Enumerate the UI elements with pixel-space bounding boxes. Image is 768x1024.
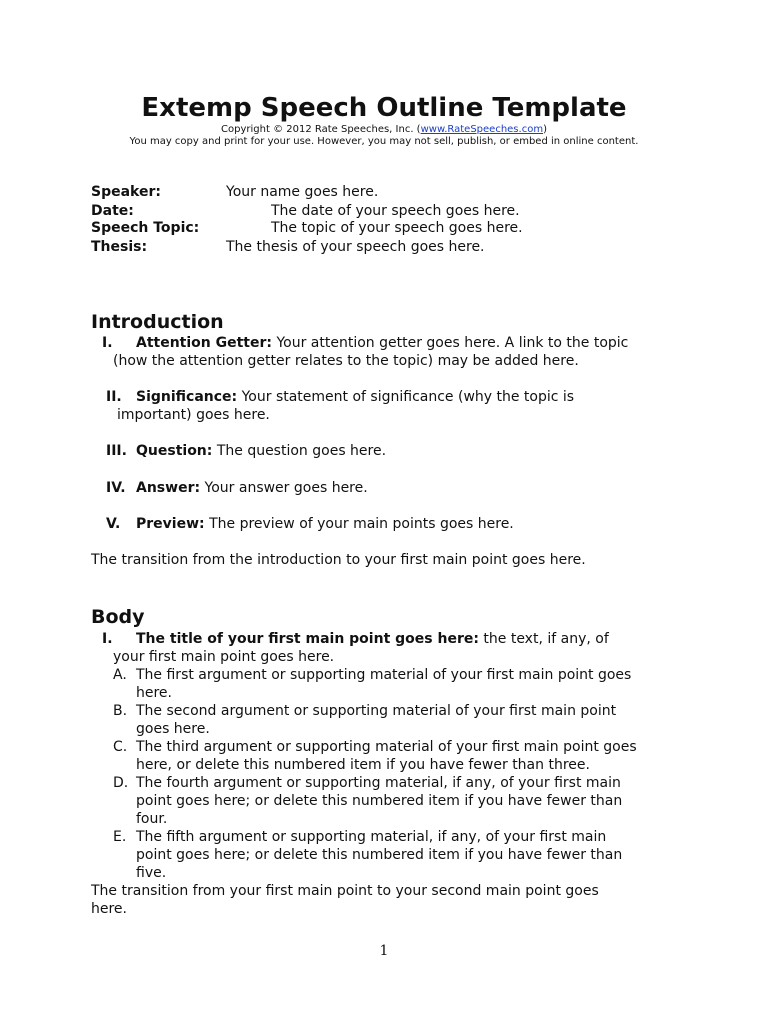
body-main-point-line-1 xyxy=(136,630,609,648)
subpoint-a-line-1: The first argument or supporting material of your first main point goes xyxy=(136,667,632,683)
date-label: Date: xyxy=(91,203,134,219)
introduction-heading: Introduction xyxy=(91,311,224,333)
intro-item-5-text: The preview of your main points goes here. xyxy=(204,516,514,532)
speaker-label: Speaker: xyxy=(91,184,161,200)
intro-item-2-label: Significance: xyxy=(136,389,238,405)
intro-item-2-text: Your statement of significance (why the topic is xyxy=(237,389,575,405)
subpoint-a-line-2: here. xyxy=(136,685,172,701)
intro-item-3-label: Question: xyxy=(136,443,213,459)
intro-numeral-2: II. xyxy=(106,389,122,405)
copyright-prefix: Copyright © 2012 Rate Speeches, Inc. ( xyxy=(221,124,421,135)
thesis-value: The thesis of your speech goes here. xyxy=(226,239,485,255)
copyright-suffix: ) xyxy=(543,124,547,135)
intro-transition: The transition from the introduction to your first main point goes here. xyxy=(91,552,586,568)
intro-numeral-3: III. xyxy=(106,443,127,459)
copyright-note: You may copy and print for your use. However, you may not sell, publish, or embed in online content. xyxy=(129,136,639,147)
copyright-link[interactable]: www.RateSpeeches.com xyxy=(420,124,544,135)
intro-item-5-line-1 xyxy=(136,515,514,533)
body-heading: Body xyxy=(91,606,145,628)
subpoint-a-letter: A. xyxy=(113,667,127,683)
subpoint-e-letter: E. xyxy=(113,829,127,845)
topic-label: Speech Topic: xyxy=(91,220,200,236)
document-title: Extemp Speech Outline Template xyxy=(141,93,627,123)
subpoint-d-line-1: The fourth argument or supporting material, if any, of your first main xyxy=(136,775,621,791)
intro-item-2-line-2: important) goes here. xyxy=(117,407,270,423)
intro-item-5-label: Preview: xyxy=(136,516,205,532)
body-transition-line-2: here. xyxy=(91,901,127,917)
body-numeral-1: I. xyxy=(102,631,113,647)
intro-item-3-line-1 xyxy=(136,442,386,460)
body-main-point-line-2: your first main point goes here. xyxy=(113,649,335,665)
intro-item-4-label: Answer: xyxy=(136,480,201,496)
subpoint-e-line-1: The fifth argument or supporting material, if any, of your first main xyxy=(136,829,607,845)
intro-numeral-1: I. xyxy=(102,335,113,351)
body-main-point-label: The title of your first main point goes here: xyxy=(136,631,479,647)
intro-numeral-5: V. xyxy=(106,516,121,532)
intro-item-1-text: Your attention getter goes here. A link to the topic xyxy=(272,335,629,351)
subpoint-d-line-3: four. xyxy=(136,811,168,827)
intro-item-1-label: Attention Getter: xyxy=(136,335,273,351)
intro-item-1-line-1 xyxy=(136,334,628,352)
subpoint-d-line-2: point goes here; or delete this numbered item if you have fewer than xyxy=(136,793,623,809)
intro-item-2-line-1 xyxy=(136,388,574,406)
body-main-point-text: the text, if any, of xyxy=(478,631,609,647)
body-transition-line-1: The transition from your first main point to your second main point goes xyxy=(91,883,599,899)
subpoint-b-letter: B. xyxy=(113,703,128,719)
thesis-label: Thesis: xyxy=(91,239,148,255)
intro-numeral-4: IV. xyxy=(106,480,126,496)
page-number: 1 xyxy=(379,943,389,959)
subpoint-c-line-1: The third argument or supporting material of your first main point goes xyxy=(136,739,637,755)
intro-item-4-text: Your answer goes here. xyxy=(200,480,368,496)
subpoint-e-line-2: point goes here; or delete this numbered item if you have fewer than xyxy=(136,847,623,863)
intro-item-1-line-2: (how the attention getter relates to the topic) may be added here. xyxy=(113,353,579,369)
subpoint-b-line-1: The second argument or supporting material of your first main point xyxy=(136,703,617,719)
subpoint-c-letter: C. xyxy=(113,739,128,755)
intro-item-4-line-1 xyxy=(136,479,368,497)
speaker-value: Your name goes here. xyxy=(226,184,379,200)
topic-value: The topic of your speech goes here. xyxy=(271,220,523,236)
subpoint-d-letter: D. xyxy=(113,775,129,791)
subpoint-b-line-2: goes here. xyxy=(136,721,210,737)
date-value: The date of your speech goes here. xyxy=(271,203,520,219)
subpoint-c-line-2: here, or delete this numbered item if you have fewer than three. xyxy=(136,757,590,773)
subpoint-e-line-3: five. xyxy=(136,865,167,881)
intro-item-3-text: The question goes here. xyxy=(212,443,387,459)
